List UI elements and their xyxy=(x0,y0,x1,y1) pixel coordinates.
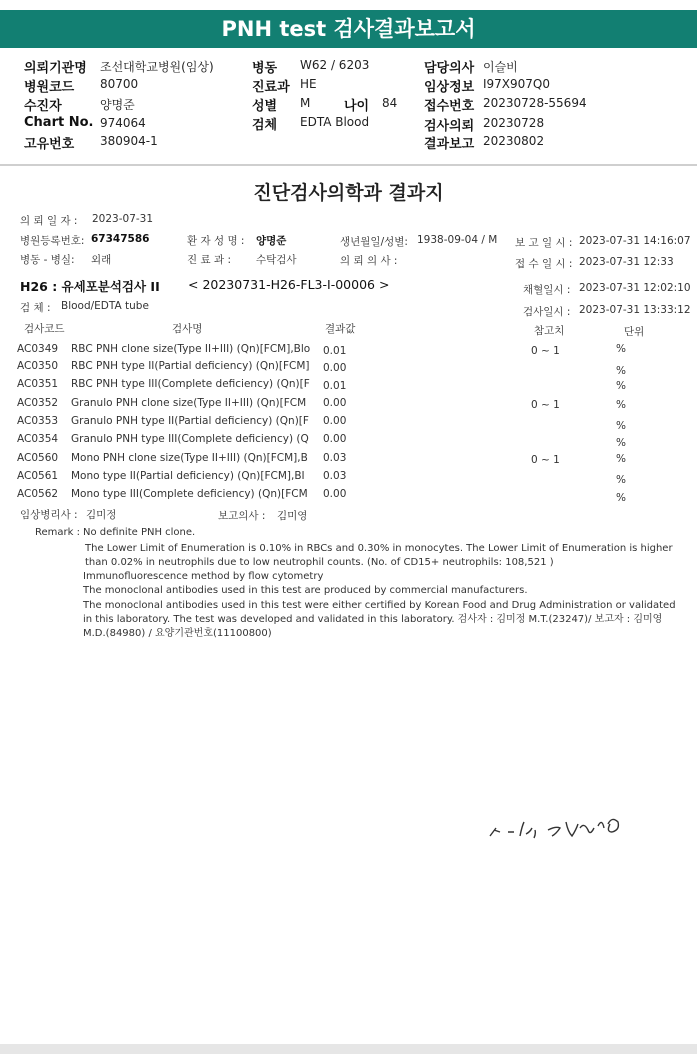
dob-label: 생년월일/성별: xyxy=(340,236,408,248)
footer-bar xyxy=(0,1044,697,1054)
handwritten-signature xyxy=(486,808,656,844)
field-value: HE xyxy=(300,77,317,91)
cell-code: AC0561 xyxy=(17,470,59,482)
field-value: 84 xyxy=(382,96,398,110)
cell-ref: 0 ~ 1 xyxy=(531,345,560,357)
cell-name: Mono type II(Partial deficiency) (Qn)[FCM],BI xyxy=(71,470,305,482)
cell-unit: % xyxy=(616,453,626,465)
cell-ref: 0 ~ 1 xyxy=(531,399,560,411)
cell-result: 0.03 xyxy=(323,452,347,464)
receipt-time: 2023-07-31 12:33 xyxy=(579,256,674,268)
field-value: 양명준 xyxy=(100,98,135,112)
cell-unit: % xyxy=(616,380,626,392)
cell-result: 0.01 xyxy=(323,345,347,357)
doctor-label: 의 뢰 의 사 : xyxy=(340,255,398,267)
divider xyxy=(0,164,697,166)
field-label: 병동 xyxy=(252,61,278,76)
cell-name: RBC PNH type III(Complete deficiency) (Qn)[F xyxy=(71,378,310,390)
field-value: 20230802 xyxy=(483,134,545,148)
remark-line: The Lower Limit of Enumeration is 0.10% in RBCs and 0.30% in monocytes. The Lower Limit of Enumeration is higher than 0.02% in neutrophils due to low neutrophil counts. (No. of CD15+ neutrophils: 108,521 ) xyxy=(85,543,673,568)
col-name: 검사명 xyxy=(172,323,203,335)
cell-ref: 0 ~ 1 xyxy=(531,454,560,466)
cell-unit: % xyxy=(616,343,626,355)
cell-unit: % xyxy=(616,399,626,411)
collect-time-label: 채혈일시 : xyxy=(523,284,571,296)
dept-label: 진 료 과 : xyxy=(187,254,231,266)
field-label: Chart No. xyxy=(24,115,94,130)
field-value: EDTA Blood xyxy=(300,115,370,129)
reporter-label: 보고의사 : xyxy=(218,510,266,522)
field-label: 결과보고 xyxy=(424,137,475,152)
report-time: 2023-07-31 14:16:07 xyxy=(579,235,691,247)
cell-result: 0.00 xyxy=(323,488,347,500)
cell-unit: % xyxy=(616,420,626,432)
dept: 수탁검사 xyxy=(256,254,297,266)
report-title: PNH test 검사결과보고서 xyxy=(0,10,697,48)
document-title: 진단검사의학과 결과지 xyxy=(253,182,444,204)
cell-code: AC0350 xyxy=(17,360,59,372)
cell-result: 0.00 xyxy=(323,433,347,445)
patient-label: 환 자 성 명 : xyxy=(187,235,245,247)
specimen: Blood/EDTA tube xyxy=(61,300,149,312)
field-value: 380904-1 xyxy=(100,134,158,148)
cell-name: Mono type III(Complete deficiency) (Qn)[FCM xyxy=(71,488,308,500)
cell-unit: % xyxy=(616,492,626,504)
cell-result: 0.01 xyxy=(323,380,347,392)
specimen-label: 검 체 : xyxy=(20,302,51,314)
cell-code: AC0560 xyxy=(17,452,59,464)
field-value: 20230728 xyxy=(483,116,545,130)
remark-line: No definite PNH clone. xyxy=(83,527,196,538)
col-code: 검사코드 xyxy=(24,323,65,335)
section-code: H26 : 유세포분석검사 II xyxy=(20,279,160,294)
reporter: 김미영 xyxy=(277,510,308,522)
collect-time: 2023-07-31 12:02:10 xyxy=(579,282,691,294)
request-date-label: 의 뢰 일 자 : xyxy=(20,215,78,227)
field-label: 접수번호 xyxy=(424,99,475,114)
field-label: 성별 xyxy=(252,99,278,114)
field-value: 974064 xyxy=(100,116,146,130)
field-value: W62 / 6203 xyxy=(300,58,370,72)
field-label: 진료과 xyxy=(252,80,290,95)
ward-label: 병동 - 병실: xyxy=(20,254,75,266)
reg-no-label: 병원등록번호: xyxy=(20,235,85,247)
report-time-label: 보 고 일 시 : xyxy=(515,237,573,249)
test-time-label: 검사일시 : xyxy=(523,306,571,318)
remark-line: The monoclonal antibodies used in this test are produced by commercial manufacturers. xyxy=(83,585,528,596)
remark-line: Immunofluorescence method by flow cytometry xyxy=(83,571,324,582)
field-label: 나이 xyxy=(344,99,370,114)
field-value: I97X907Q0 xyxy=(483,77,551,91)
col-unit: 단위 xyxy=(624,326,645,338)
field-label: 검사의뢰 xyxy=(424,119,475,134)
cell-name: Mono PNH clone size(Type II+III) (Qn)[FCM],B xyxy=(71,452,308,464)
field-label: 임상정보 xyxy=(424,80,475,95)
cell-result: 0.00 xyxy=(323,362,347,374)
cell-code: AC0352 xyxy=(17,397,59,409)
cell-code: AC0562 xyxy=(17,488,59,500)
field-label: 수진자 xyxy=(24,99,62,114)
cell-unit: % xyxy=(616,365,626,377)
cell-code: AC0354 xyxy=(17,433,59,445)
field-value: 80700 xyxy=(100,77,139,91)
field-label: 검체 xyxy=(252,118,278,133)
field-label: 고유번호 xyxy=(24,137,75,152)
cell-code: AC0351 xyxy=(17,378,59,390)
receipt-time-label: 접 수 일 시 : xyxy=(515,258,573,270)
field-label: 병원코드 xyxy=(24,80,75,95)
field-value: 조선대학교병원(임상) xyxy=(100,60,214,74)
patient-name: 양명준 xyxy=(256,235,287,247)
field-value: 이슬비 xyxy=(483,60,518,74)
field-value: M xyxy=(300,96,311,110)
cell-name: RBC PNH type II(Partial deficiency) (Qn)[FCM] xyxy=(71,360,310,372)
cell-unit: % xyxy=(616,474,626,486)
cell-name: Granulo PNH clone size(Type II+III) (Qn)[FCM xyxy=(71,397,307,409)
field-label: 의뢰기관명 xyxy=(24,61,87,76)
cell-unit: % xyxy=(616,437,626,449)
reg-no: 67347586 xyxy=(91,233,150,245)
col-ref: 참고치 xyxy=(534,325,565,337)
cell-name: Granulo PNH type III(Complete deficiency) (Q xyxy=(71,433,309,445)
cell-result: 0.00 xyxy=(323,397,347,409)
cell-code: AC0349 xyxy=(17,343,59,355)
clin-path: 김미정 xyxy=(86,509,117,521)
clin-path-label: 임상병리사 : xyxy=(20,509,78,521)
col-result: 결과값 xyxy=(325,323,356,335)
remark-line: The monoclonal antibodies used in this test were either certified by Korean Food and Drug Administration or validated in this laboratory. The test was developed and validated in this laboratory. 검사자 : 김미정 M.T.(23247)/ 보고자 : 김미영 M.D.(84980) / 요양기관번호(11100800) xyxy=(83,600,676,639)
cell-code: AC0353 xyxy=(17,415,59,427)
test-time: 2023-07-31 13:33:12 xyxy=(579,304,691,316)
dob: 1938-09-04 / M xyxy=(417,234,498,246)
cell-name: RBC PNH clone size(Type II+III) (Qn)[FCM],Blo xyxy=(71,343,311,355)
cell-result: 0.00 xyxy=(323,415,347,427)
request-date: 2023-07-31 xyxy=(92,213,154,225)
remark-label: Remark : xyxy=(35,527,80,538)
field-value: 20230728-55694 xyxy=(483,96,587,110)
cell-name: Granulo PNH type II(Partial deficiency) (Qn)[F xyxy=(71,415,309,427)
cell-result: 0.03 xyxy=(323,470,347,482)
field-label: 담당의사 xyxy=(424,61,475,76)
ward: 외래 xyxy=(91,254,112,266)
accession-number: < 20230731-H26-FL3-I-00006 > xyxy=(188,277,390,292)
